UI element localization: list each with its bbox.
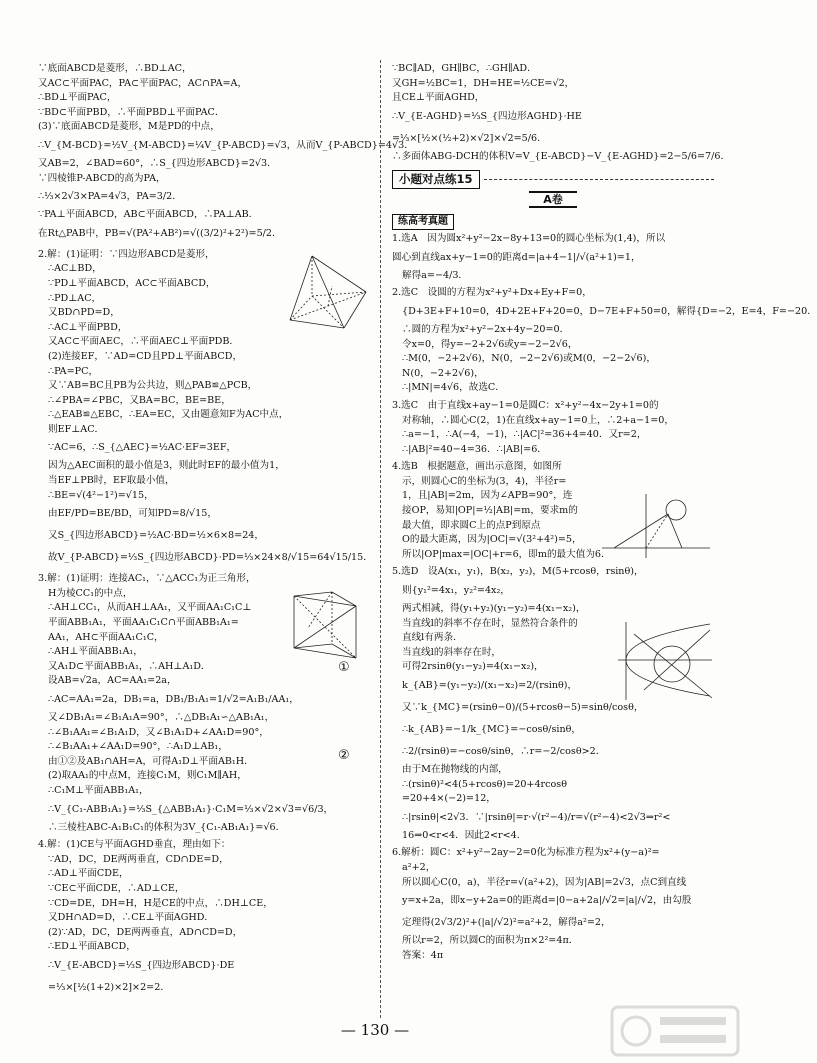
text-line: ∵CD=DE，DH=H，H是CE的中点，∴DH⊥CE， [48,897,273,909]
text-line: 当直线l的斜率不存在时，显然符合条件的 [402,617,578,629]
text-line: ∴PD⊥AC， [48,292,102,304]
column-divider [380,60,381,1018]
text-line: ∵CE⊂平面CDE，∴AD⊥CE， [48,882,185,894]
text-line: a²+2， [402,861,436,873]
watermark-logo [610,1005,740,1057]
text-line: ∴∠B₁AA₁=∠B₁A₁D，又∠B₁A₁D+∠AA₁D=90°， [48,726,269,738]
text-line: ∴AH⊥CC₁，从而AH⊥AA₁，又平面AA₁C₁C⊥ [48,602,252,614]
text-line: (2)连接EF，∵AD=CD且PD⊥平面ABCD， [48,350,243,362]
text-line: 又GH=½BC=1，DH=HE=½CE=√2， [392,77,575,89]
section-sub-label: A卷 [529,191,577,208]
text-line: 由于M在抛物线的内部， [402,764,508,775]
section-title: 小题对点练15 [392,170,480,189]
text-line: ∴|MN|=4√6，故选C． [402,382,505,394]
text-line: ∵BD⊂平面PBD，∴平面PBD⊥平面PAC． [38,106,225,118]
marker-1: ① [338,660,350,675]
marker-2: ② [338,748,350,763]
text-line: ∴a=−1，∴A(−4，−1)，∴|AC|²=36+4=40．又r=2， [402,429,647,441]
problem-4-line: 4.解：(1)CE与平面AGHD垂直，理由如下： [38,839,231,851]
text-line: 示，则圆心C的坐标为(3，4)，半径r= [402,475,567,487]
text-line: ∴⅓×2√3×PA=4√3，PA=3/2． [38,191,182,203]
text-line: 在Rt△PAB中，PB=√(PA²+AB²)=√((3/2)²+2²)=5/2． [38,227,282,239]
text-line: 又∵k_{MC}=(rsinθ−0)/(5+rcosθ−5)=sinθ/cosθ， [402,702,644,713]
section-heading [392,170,714,189]
text-line: (3)∵底面ABCD是菱形，M是PD的中点， [38,121,220,133]
text-line: 又AC⊂平面AEC，∴平面AEC⊥平面PDB． [48,336,240,348]
text-line: y=x+2a，即x−y+2a=0的距离d=|0−a+2a|/√2=|a|/√2，由勾股 [402,895,692,907]
text-line: ∴C₁M⊥平面ABB₁A₁， [48,784,149,796]
section-tag: 练高考真题 [392,214,454,231]
text-line: ∴2/(rsinθ)=−cosθ/sinθ，∴r=−2/cosθ>2． [402,746,606,757]
text-line: ∴V_{E-ABCD}=⅓S_{四边形ABCD}·DE [48,959,235,971]
text-line: ∴△EAB≌△EBC，∴EA=EC，又由题意知F为AC中点， [48,409,289,421]
parabola-circle-figure [614,620,714,702]
text-line: ∵AD，DC，DE两两垂直，CD∩DE=D， [48,853,229,865]
text-line: ∴三棱柱ABC-A₁B₁C₁的体积为3V_{C₁-AB₁A₁}=√6． [48,821,286,833]
text-line: 设AB=√2a，AC=AA₁=2a， [48,675,177,687]
page-number: — 130 — [340,1021,410,1039]
text-line: ∴k_{AB}=−1/k_{MC}=−cosθ/sinθ， [402,724,581,735]
text-line: 直线l有两条． [402,632,463,644]
text-line: 又BD∩PD=D， [48,307,120,319]
text-line: ∵底面ABCD是菱形，∴BD⊥AC， [38,63,192,74]
text-line: 又S_{四边形ABCD}=½AC·BD=½×6×8=24， [48,530,264,542]
text-line: ∴|AB|²=40−4=36．∴|AB|=6． [402,443,547,455]
text-line: ∴M(0，−2+2√6)，N(0，−2−2√6)或M(0，−2−2√6)， [402,353,656,365]
text-line: ∵四棱锥P-ABCD的高为PA， [38,172,166,184]
text-line: 解得a=−4/3． [402,269,469,281]
text-line: 最大值，即求圆C上的点P到原点 [402,519,541,531]
text-line: ∴BE=√(4²−1²)=√15， [48,489,154,501]
text-line: ∵PD⊥平面ABCD，AC⊂平面ABCD， [48,277,216,289]
text-line: k_{AB}=(y₁−y₂)/(x₁−x₂)=2/(rsinθ)， [402,680,578,691]
text-line: H为棱CC₁的中点， [48,587,133,599]
text-line: {D+3E+F+10=0，4D+2E+F+20=0，D−7E+F+50=0，解得{D=−2，E=4，F=−20． [402,305,817,317]
text-line: 所以r=2，所以圆C的面积为π×2²=4π． [402,935,579,947]
text-line: 所以圆心C(0，a)，半径r=√(a²+2)，因为|AB|=2√3，点C到直线 [402,876,687,888]
problem-3-line: 3.选C 由于直线x+ay−1=0是圆C：x²+y²−4x−2y+1=0的 [392,399,659,411]
text-line: =20+4×(−2)=12， [402,793,496,805]
text-line: 1，且|AB|=2m，因为∠APB=90°，连 [402,490,573,502]
text-line: ∴V_{C₁-ABB₁A₁}=⅓S_{△ABB₁A₁}·C₁M=⅓×√2×√3=√6/3， [48,803,334,815]
text-line: 圆心到直线ax+y−1=0的距离d=|a+4−1|/√(a²+1)=1， [392,251,641,263]
text-line: 由①②及AB₁∩AH=A，可得A₁D⊥平面AB₁H． [48,755,254,767]
text-line: ∴多面体ABG-DCH的体积V=V_{E-ABCD}−V_{E-AGHD}=2−5/6=7/6． [392,150,731,162]
problem-2-line: 2.选C 设圆的方程为x²+y²+Dx+Ey+F=0， [392,287,592,299]
text-line: 令x=0，得y=−2+2√6或y=−2−2√6， [402,338,578,350]
text-line: 16⇒0<r<4．因此2<r<4． [402,829,527,841]
text-line: =⅓×[½(1+2)×2]×2=2． [48,981,170,993]
answer-line: 答案：4π [402,949,444,961]
text-line: ∴∠PBA=∠PBC，又BA=BC，BE=BE， [48,394,231,406]
text-line: ∴PA=PC， [48,365,99,377]
text-line: (2)∵AD，DC，DE两两垂直，AD∩CD=D， [48,926,243,938]
text-line: (2)取AA₁的中点M，连接C₁M，则C₁M∥AH， [48,770,247,782]
text-line: ∴AC⊥平面PBD， [48,321,128,333]
text-line: =⅓×[½×(½+2)×√2]×√2=5/6． [392,132,547,144]
circle-tangent-figure [600,492,712,562]
problem-1-line: 1.选A 因为圆x²+y²−2x−8y+13=0的圆心坐标为(1,4)，所以 [392,233,666,245]
problem-2-line: 2.解：(1)证明：∵四边形ABCD是菱形， [38,248,215,260]
text-line: ∴∠B₁AA₁+∠AA₁D=90°，∴A₁D⊥AB₁， [48,741,228,753]
text-line: 因为△AEC面积的最小值是3，则此时EF的最小值为1， [48,460,285,472]
text-line: 又DH∩AD=D，∴CE⊥平面AGHD． [48,912,215,924]
text-line: 两式相减，得(y₁+y₂)(y₁−y₂)=4(x₁−x₂)， [402,603,586,615]
text-line: 由EF/PD=BE/BD，可知PD=8/√15， [48,508,217,520]
text-line: ∴AC⊥BD， [48,263,102,275]
text-line: 当EF⊥PB时，EF取最小值， [48,475,175,487]
prism-figure [288,588,368,664]
problem-4-line: 4.选B 根据题意，画出示意图，如图所 [392,461,562,473]
text-line: O的最大距离，因为|OC|=√(3²+4²)=5， [402,534,582,546]
left-column [38,62,414,999]
text-line: 对称轴，∴圆心C(2，1)在直线x+ay−1=0上，∴2+a−1=0， [402,414,674,426]
text-line: 当直线l的斜率存在时， [402,646,502,658]
text-line: 则{y₁²=4x₁，y₂²=4x₂， [402,585,510,597]
text-line: ∴(rsinθ)²<4(5+rcosθ)=20+4rcosθ [402,778,567,790]
text-line: N(0，−2+2√6)， [402,367,484,379]
text-line: 则EF⊥AC． [48,423,105,435]
text-line: ∴AH⊥平面ABB₁A₁， [48,646,143,658]
text-line: 又∵AB=BC且PB为公共边，则△PAB≌△PCB， [48,380,258,392]
text-line: 又∠DB₁A₁=∠B₁A₁A=90°，∴△DB₁A₁∽△AB₁A₁， [48,712,275,723]
text-line: ∴圆的方程为x²+y²−2x+4y−20=0． [402,323,570,335]
text-line: 又AC⊂平面PAC，PA⊂平面PAC，AC∩PA=A， [38,77,248,89]
text-line: ∴V_{E-AGHD}=⅓S_{四边形AGHD}·HE [392,110,582,122]
problem-5-line: 5.选D 设A(x₁，y₁)，B(x₂，y₂)，M(5+rcosθ，rsinθ)， [392,566,644,578]
text-line: 又AB=2，∠BAD=60°，∴S_{四边形ABCD}=2√3． [38,157,277,169]
text-line: ∵BC∥AD，GH∥BC，∴GH∥AD． [392,63,537,74]
text-line: ∵PA⊥平面ABCD，AB⊂平面ABCD，∴PA⊥AB． [38,209,259,221]
text-line: ∵AC=6，∴S_{△AEC}=½AC·EF=3EF， [48,442,237,454]
text-line: 可得2rsinθ(y₁−y₂)=4(x₁−x₂)， [402,661,544,673]
text-line: 定理得(2√3/2)²+(|a|/√2)²=a²+2，解得a²=2， [402,917,611,929]
problem-6-line: 6.解析：圆C：x²+y²−2ay−2=0化为标准方程为x²+(y−a)²= [392,847,660,859]
text-line: ∴ED⊥平面ABCD， [48,941,136,953]
text-line: 接OP，易知|OP|=½|AB|=m，要求m的 [402,505,578,517]
text-line: ∴|rsinθ|<2√3．∵|rsinθ|=r·√(r²−4)/r=√(r²−4)<2√3⇒r²< [402,811,671,823]
text-line: 又A₁D⊂平面ABB₁A₁，∴AH⊥A₁D． [48,660,211,672]
text-line: ∴BD⊥平面PAC， [38,92,117,104]
text-line: 且CE⊥平面AGHD， [392,92,485,104]
text-line: ∴V_{M-BCD}=½V_{M-ABCD}=¼V_{P-ABCD}=√3，从而V_{P-ABCD}=4√3． [38,139,414,151]
text-line: ∴AC=AA₁=2a，DB₁=a，DB₁/B₁A₁=1/√2=A₁B₁/AA₁， [48,694,299,705]
section-rule [484,179,714,180]
section-subtitle [392,193,714,208]
text-line: 平面ABB₁A₁，平面AA₁C₁C∩平面ABB₁A₁= [48,617,239,629]
text-line: ∴AD⊥平面CDE， [48,868,129,880]
text-line: 所以|OP|max=|OC|+r=6，即m的最大值为6． [402,548,611,560]
text-line: 故V_{P-ABCD}=⅓S_{四边形ABCD}·PD=⅓×24×8/√15=64√15/15． [48,552,373,564]
problem-3-line: 3.解：(1)证明：连接AC₁，∵△ACC₁为正三角形， [38,573,256,585]
pyramid-figure [282,252,374,334]
text-line: AA₁，AH⊂平面AA₁C₁C， [48,631,164,643]
